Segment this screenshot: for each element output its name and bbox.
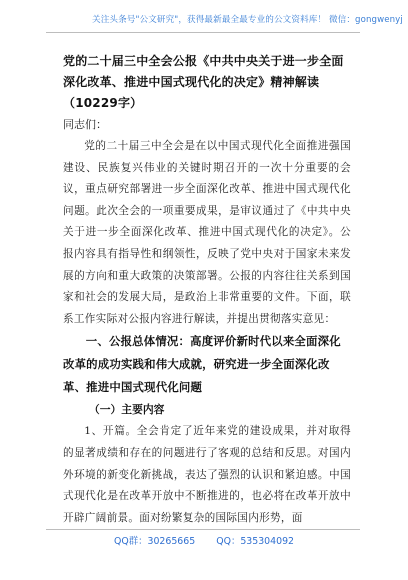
footer-qq-group: QQ群：30265665 [113,536,196,547]
section-heading: 一、公报总体情况：高度评价新时代以来全面深化改革的成功实践和伟大成就，研究进一步全面深化改革、推进中国式现代化问题 [63,334,341,395]
body-paragraph: 1、开篇。全会肯定了近年来党的建设成果，并对取得的显著成绩和存在的问题进行了客观的总结和反思。对国内外环境的新变化新挑战，表达了强烈的认识和紧迫感。中国式现代化是在改革开放中不断推进的，也必将在改革开放中开辟广阔前景。面对纷繁复杂的国际国内形势，面 [63,425,351,524]
footer [0,533,408,547]
document-body [63,51,351,529]
greeting: 同志们： [63,118,107,131]
sub-heading: （一）主要内容 [88,403,165,417]
footer-divider [46,529,360,530]
header-watermark: 关注头条号"公文研究"，获得最新最全最专业的公文资料库！ 微信：gongwenyj [92,15,403,25]
intro-paragraph: 党的二十届三中全会是在以中国式现代化全面推进强国建设、民族复兴伟业的关键时期召开的一次十分重要的会议，重点研究部署进一步全面深化改革、推进中国式现代化问题。此次全会的一项重要成果，是审议通过了《中共中央关于进一步全面深化改革、推进中国式现代化的决定》。公报内容具有指导性和纲领性，反映了党中央对于国家未来发展的方向和重大政策的决策部署。公报的内容往往关系到国家和社会的发展大局，是政治上非常重要的文件。下面，联系工作实际对公报内容进行解读，并提出贯彻落实意见： [63,140,351,325]
footer-qq: QQ：535304092 [216,536,295,547]
header-divider [46,32,360,33]
document-title: 党的二十届三中全会公报《中共中央关于进一步全面深化改革、推进中国式现代化的决定》精神解读（10229字） [63,54,344,110]
